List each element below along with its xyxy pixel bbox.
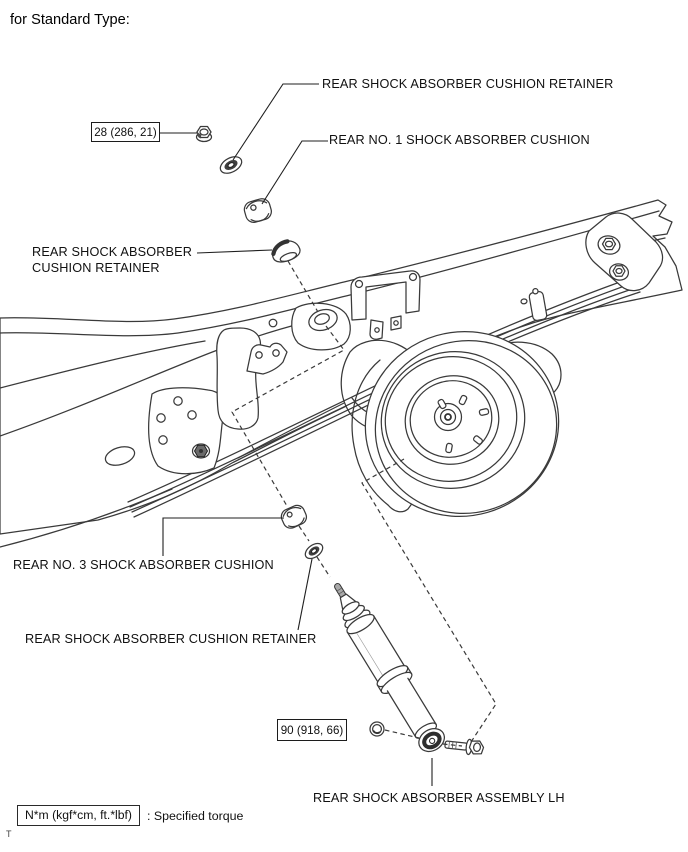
upper-cushion-retainer [269, 237, 302, 265]
torque-callout-upper-nut: 28 (286, 21) [91, 122, 160, 142]
lower-mount-nut [370, 722, 384, 736]
lower-mount-bolt [444, 737, 484, 756]
label-cushion-no3: REAR NO. 3 SHOCK ABSORBER CUSHION [13, 558, 274, 572]
no1-cushion [242, 197, 273, 224]
upper-retainer-washer [218, 153, 245, 176]
frame-gusset [217, 328, 261, 429]
lower-cushion-retainer-washer [303, 540, 326, 561]
legend-unit-box: N*m (kgf*cm, ft.*lbf) [17, 805, 140, 826]
legend-note: : Specified torque [147, 809, 244, 823]
label-retainer-bottom: REAR SHOCK ABSORBER CUSHION RETAINER [25, 632, 317, 646]
frame-rivet [269, 319, 277, 327]
page-title: for Standard Type: [10, 12, 130, 28]
corner-mark: T [6, 829, 12, 839]
label-retainer-left-line2: CUSHION RETAINER [32, 261, 160, 275]
wheel-stud [479, 408, 489, 415]
wheel-stud [445, 443, 452, 453]
label-assembly-lh: REAR SHOCK ABSORBER ASSEMBLY LH [313, 791, 565, 805]
shackle-bolt-upper [603, 238, 616, 249]
upper-mount-nut [197, 127, 212, 142]
no3-cushion [279, 503, 309, 531]
shackle-bolt-lower [613, 266, 625, 276]
label-retainer-left-line1: REAR SHOCK ABSORBER [32, 245, 193, 259]
axle-hub-center [435, 404, 462, 431]
torque-callout-lower-bolt: 90 (918, 66) [277, 719, 347, 741]
label-cushion-no1: REAR NO. 1 SHOCK ABSORBER CUSHION [329, 133, 590, 147]
spring-hanger-bracket [149, 388, 225, 474]
label-retainer-top: REAR SHOCK ABSORBER CUSHION RETAINER [322, 77, 614, 91]
